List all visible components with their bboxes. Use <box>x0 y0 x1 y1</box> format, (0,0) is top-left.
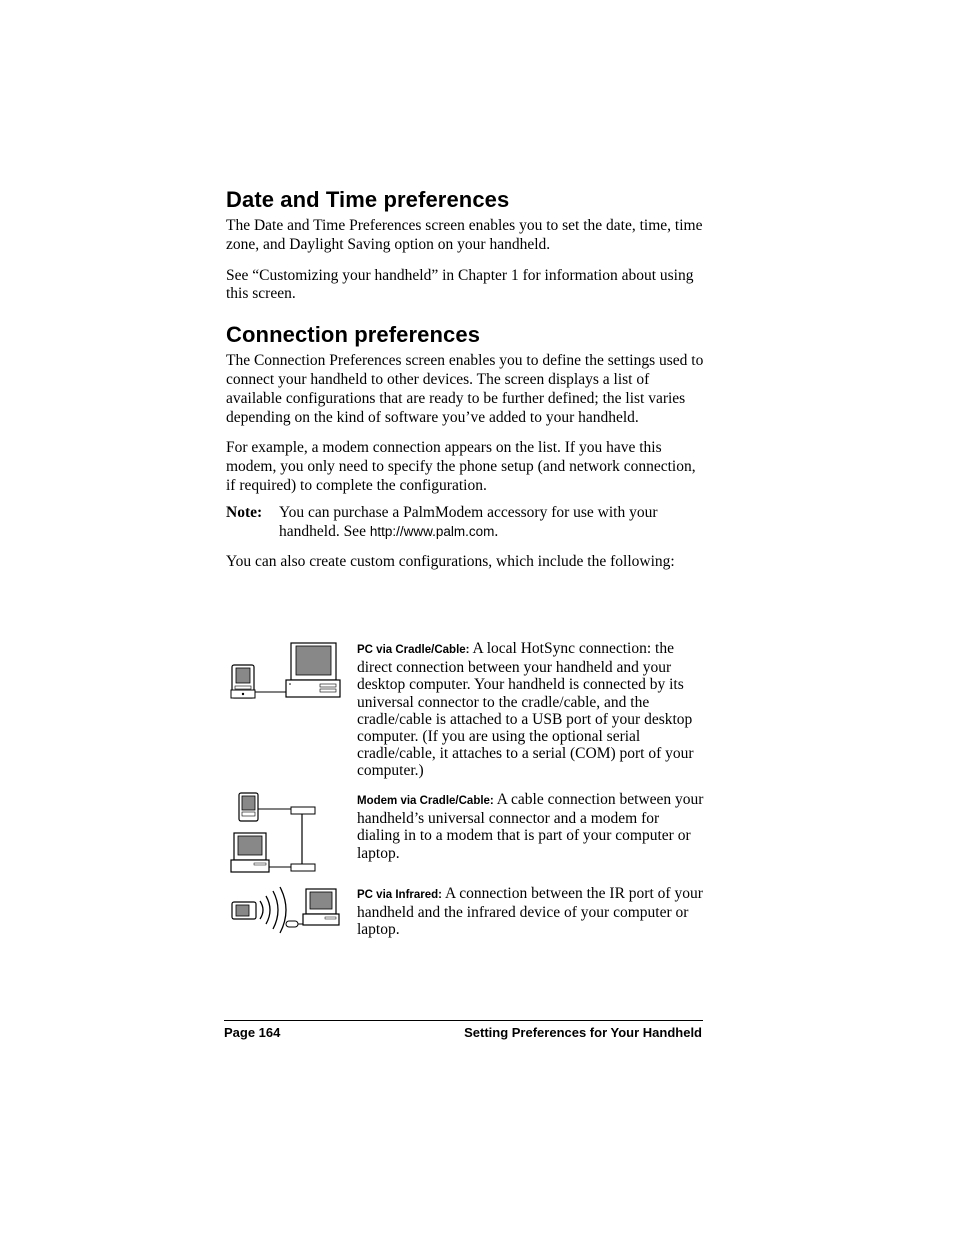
date-time-paragraph-2: See “Customizing your handheld” in Chapter 1 for information about using this screen. <box>226 266 694 303</box>
config-term: PC via Infrared: <box>357 889 442 901</box>
config-pc-infrared-text <box>357 885 704 939</box>
note-body <box>279 504 704 542</box>
modem-cradle-illustration <box>226 791 326 875</box>
date-time-heading: Date and Time preferences <box>226 187 510 212</box>
palm-url-link[interactable]: http://www.palm.com <box>369 523 495 539</box>
config-pc-infrared <box>226 885 704 945</box>
footer-chapter-title: Setting Preferences for Your Handheld <box>464 1025 702 1040</box>
config-modem-cradle-text <box>357 791 704 862</box>
connection-paragraph-2: For example, a modem connection appears on the list. If you have this modem, you only need to specify the phone setup (and network connection, if required) to complete the configuration. <box>226 439 696 494</box>
config-modem-cradle <box>226 791 704 881</box>
config-term: Modem via Cradle/Cable: <box>357 795 494 807</box>
config-description: A local HotSync connection: the direct connection between your handheld and your desktop computer. Your handheld is connected by its universal connector to the cradle/cable, and the cradle/cable is attached to a USB port of your desktop computer. (If you are using the optional serial cradle/cable, it attaches to a serial (COM) port of your computer.) <box>357 640 694 780</box>
note-block <box>226 504 704 542</box>
connection-paragraph-3: You can also create custom configurations, which include the following: <box>226 553 675 571</box>
note-text: You can purchase a PalmModem accessory for use with your handheld. See <box>279 503 658 540</box>
note-end: . <box>494 522 499 540</box>
note-label: Note: <box>226 503 263 521</box>
config-term: PC via Cradle/Cable: <box>357 644 470 656</box>
config-description: A connection between the IR port of your handheld and the infrared device of your computer or laptop. <box>357 885 703 939</box>
pc-infrared-illustration <box>226 885 344 937</box>
footer-rule <box>224 1020 703 1021</box>
page-content <box>226 186 704 584</box>
config-pc-cradle <box>226 640 704 780</box>
connection-paragraph-1: The Connection Preferences screen enables you to define the settings used to connect your handheld to other devices. The screen displays a list of available configurations that are ready to be further defined; the list varies depending on the kind of software you’ve added to your handheld. <box>226 352 704 426</box>
config-description: A cable connection between your handheld’s universal connector and a modem for dialing in to a modem that is part of your computer or laptop. <box>357 791 704 862</box>
config-pc-cradle-text <box>357 640 704 780</box>
pc-cradle-illustration <box>226 640 346 702</box>
connection-heading: Connection preferences <box>226 322 481 348</box>
date-time-paragraph-1: The Date and Time Preferences screen enables you to set the date, time, time zone, and Daylight Saving option on your handheld. <box>226 217 703 253</box>
footer-page-number: Page 164 <box>224 1025 281 1040</box>
